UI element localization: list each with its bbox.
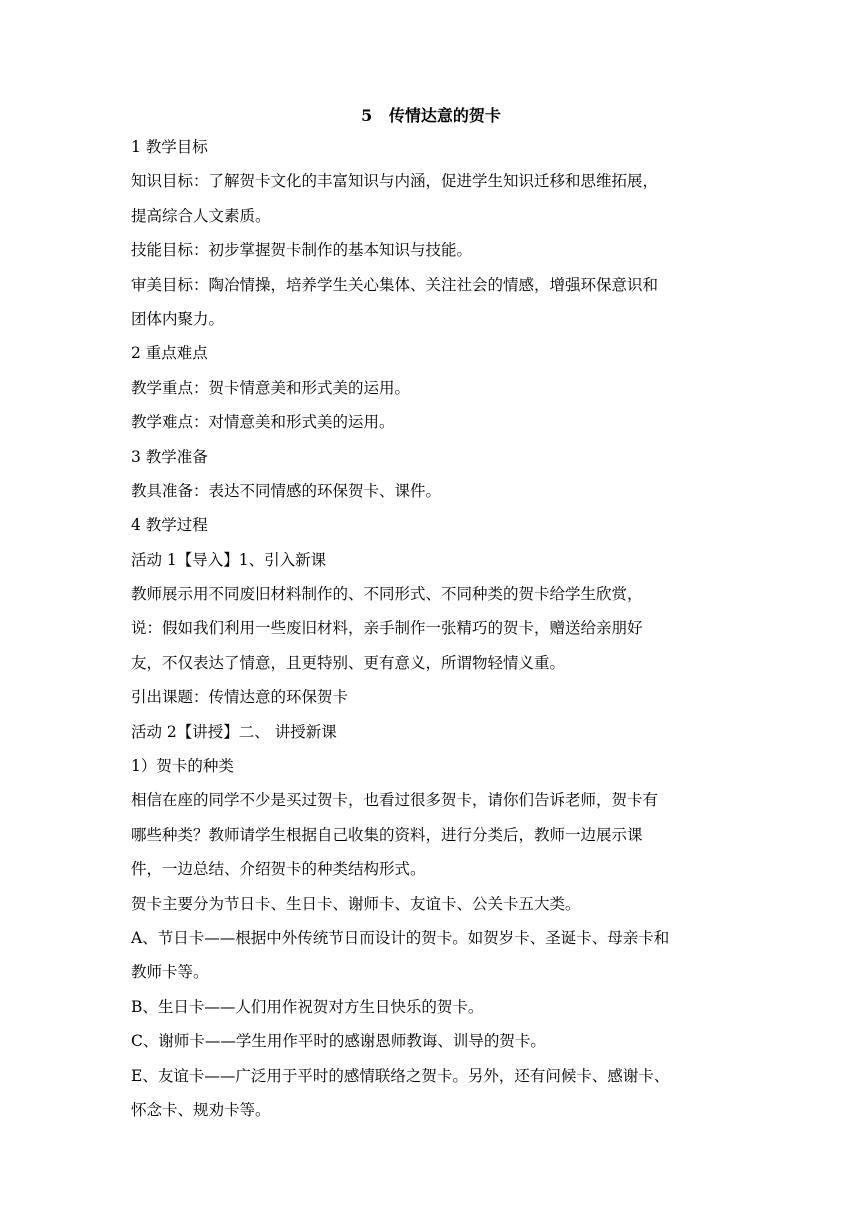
paragraph-line: 引出课题：传情达意的环保贺卡 bbox=[131, 688, 349, 707]
paragraph-line: 教学难点：对情意美和形式美的运用。 bbox=[131, 413, 395, 432]
document-page bbox=[131, 106, 731, 1133]
paragraph-line: A、节日卡——根据中外传统节日而设计的贺卡。如贺岁卡、圣诞卡、母亲卡和 bbox=[131, 928, 670, 947]
paragraph-line: C、谢师卡——学生用作平时的感谢恩师教诲、训导的贺卡。 bbox=[131, 1032, 546, 1051]
paragraph-line: E、友谊卡——广泛用于平时的感情联络之贺卡。另外，还有问候卡、感谢卡、 bbox=[131, 1066, 670, 1085]
section-heading-objectives: 1 教学目标 bbox=[131, 138, 208, 156]
paragraph-line: 相信在座的同学不少是买过贺卡，也看过很多贺卡，请你们告诉老师，贺卡有 bbox=[131, 791, 659, 810]
paragraph-line: 教学重点：贺卡情意美和形式美的运用。 bbox=[131, 378, 411, 397]
paragraph-line: B、生日卡——人们用作祝贺对方生日快乐的贺卡。 bbox=[131, 997, 484, 1016]
paragraph-line: 友，不仅表达了情意，且更特别、更有意义，所谓物轻情义重。 bbox=[131, 653, 566, 672]
section-heading-key-points: 2 重点难点 bbox=[131, 344, 208, 363]
paragraph-line: 怀念卡、规劝卡等。 bbox=[131, 1100, 271, 1119]
document-title: 5 传情达意的贺卡 bbox=[361, 106, 501, 125]
paragraph-line: 教具准备：表达不同情感的环保贺卡、课件。 bbox=[131, 481, 442, 500]
paragraph-line: 件，一边总结、介绍贺卡的种类结构形式。 bbox=[131, 860, 426, 879]
subsection-heading: 1）贺卡的种类 bbox=[131, 757, 234, 776]
paragraph-line: 提高综合人文素质。 bbox=[131, 206, 271, 225]
paragraph-line: 知识目标：了解贺卡文化的丰富知识与内涵，促进学生知识迁移和思维拓展， bbox=[131, 172, 659, 191]
paragraph-line: 说：假如我们利用一些废旧材料，亲手制作一张精巧的贺卡，赠送给亲朋好 bbox=[131, 619, 643, 638]
paragraph-line: 技能目标：初步掌握贺卡制作的基本知识与技能。 bbox=[131, 241, 473, 260]
paragraph-line: 贺卡主要分为节日卡、生日卡、谢师卡、友谊卡、公关卡五大类。 bbox=[131, 894, 581, 913]
paragraph-line: 团体内聚力。 bbox=[131, 309, 225, 328]
paragraph-line: 教师卡等。 bbox=[131, 963, 209, 982]
activity-heading: 活动 1【导入】1、引入新课 bbox=[131, 550, 327, 569]
section-heading-process: 4 教学过程 bbox=[131, 516, 208, 535]
paragraph-line: 哪些种类？教师请学生根据自己收集的资料，进行分类后，教师一边展示课 bbox=[131, 825, 643, 844]
paragraph-line: 教师展示用不同废旧材料制作的、不同形式、不同种类的贺卡给学生欣赏， bbox=[131, 585, 643, 604]
section-heading-preparation: 3 教学准备 bbox=[131, 447, 208, 466]
paragraph-line: 审美目标：陶冶情操，培养学生关心集体、关注社会的情感，增强环保意识和 bbox=[131, 275, 659, 294]
activity-heading: 活动 2【讲授】二、 讲授新课 bbox=[131, 722, 337, 741]
